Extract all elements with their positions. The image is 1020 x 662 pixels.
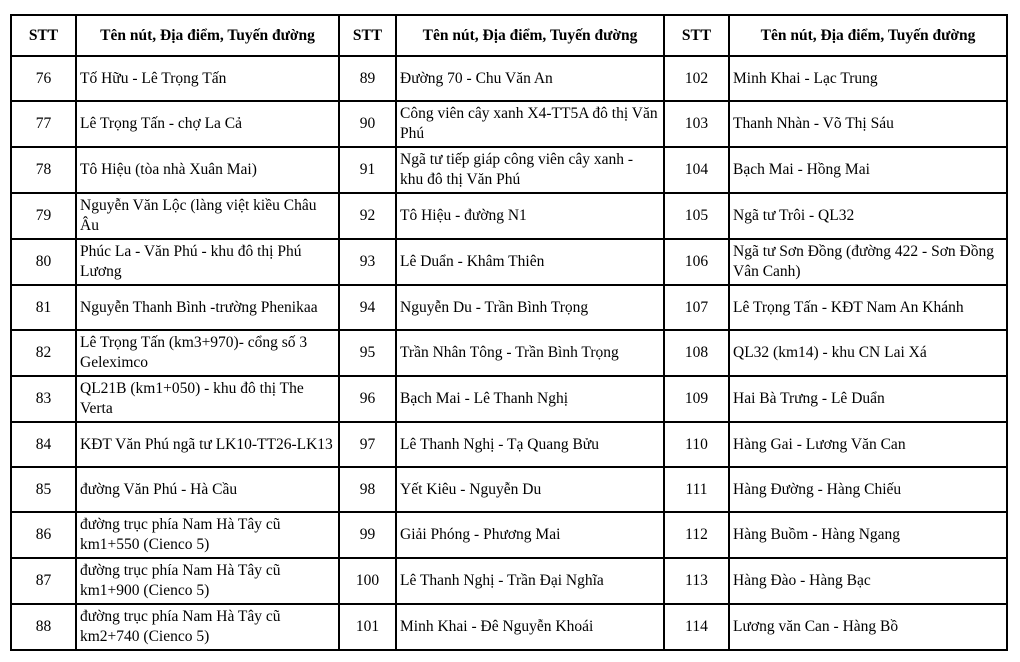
route-cell: Hàng Đường - Hàng Chiếu (729, 467, 1007, 512)
stt-cell: 91 (339, 147, 396, 193)
route-cell: Tô Hiệu (tòa nhà Xuân Mai) (76, 147, 339, 193)
route-cell: đường trục phía Nam Hà Tây cũ km2+740 (Cienco 5) (76, 604, 339, 650)
stt-cell: 88 (11, 604, 76, 650)
route-cell: Tố Hữu - Lê Trọng Tấn (76, 56, 339, 101)
stt-cell: 99 (339, 512, 396, 558)
route-cell: Hàng Gai - Lương Văn Can (729, 422, 1007, 467)
name-column-header: Tên nút, Địa điểm, Tuyến đường (729, 15, 1007, 56)
route-cell: Lê Thanh Nghị - Tạ Quang Bửu (396, 422, 664, 467)
stt-cell: 114 (664, 604, 729, 650)
table-row (11, 193, 1007, 239)
table-row (11, 101, 1007, 147)
route-cell: Hàng Đào - Hàng Bạc (729, 558, 1007, 604)
stt-cell: 87 (11, 558, 76, 604)
route-cell: Lê Duẩn - Khâm Thiên (396, 239, 664, 285)
route-cell: Lê Trọng Tấn - chợ La Cả (76, 101, 339, 147)
stt-cell: 105 (664, 193, 729, 239)
route-cell: Lê Trọng Tấn (km3+970)- cổng số 3 Geleximco (76, 330, 339, 376)
route-cell: Hàng Buồm - Hàng Ngang (729, 512, 1007, 558)
stt-cell: 106 (664, 239, 729, 285)
table-row (11, 422, 1007, 467)
stt-cell: 82 (11, 330, 76, 376)
name-column-header: Tên nút, Địa điểm, Tuyến đường (396, 15, 664, 56)
stt-cell: 108 (664, 330, 729, 376)
stt-cell: 77 (11, 101, 76, 147)
table-row (11, 376, 1007, 422)
stt-cell: 109 (664, 376, 729, 422)
route-cell: Nguyễn Văn Lộc (làng việt kiều Châu Âu (76, 193, 339, 239)
table-header (11, 15, 1007, 56)
stt-column-header: STT (664, 15, 729, 56)
header-row (11, 15, 1007, 56)
stt-cell: 95 (339, 330, 396, 376)
route-cell: Ngã tư tiếp giáp công viên cây xanh - khu đô thị Văn Phú (396, 147, 664, 193)
route-cell: Thanh Nhàn - Võ Thị Sáu (729, 101, 1007, 147)
route-cell: Minh Khai - Lạc Trung (729, 56, 1007, 101)
stt-cell: 110 (664, 422, 729, 467)
stt-cell: 94 (339, 285, 396, 330)
stt-cell: 100 (339, 558, 396, 604)
route-cell: Ngã tư Sơn Đồng (đường 422 - Sơn Đồng Vân Canh) (729, 239, 1007, 285)
route-cell: Lê Thanh Nghị - Trần Đại Nghĩa (396, 558, 664, 604)
route-cell: Minh Khai - Đê Nguyễn Khoái (396, 604, 664, 650)
stt-cell: 86 (11, 512, 76, 558)
stt-cell: 101 (339, 604, 396, 650)
route-cell: Đường 70 - Chu Văn An (396, 56, 664, 101)
stt-cell: 96 (339, 376, 396, 422)
stt-cell: 103 (664, 101, 729, 147)
route-cell: Lương văn Can - Hàng Bồ (729, 604, 1007, 650)
route-cell: Công viên cây xanh X4-TT5A đô thị Văn Phú (396, 101, 664, 147)
stt-cell: 97 (339, 422, 396, 467)
stt-cell: 76 (11, 56, 76, 101)
table-body (11, 56, 1007, 650)
route-cell: Nguyễn Thanh Bình -trường Phenikaa (76, 285, 339, 330)
stt-cell: 102 (664, 56, 729, 101)
stt-cell: 81 (11, 285, 76, 330)
stt-cell: 112 (664, 512, 729, 558)
stt-cell: 107 (664, 285, 729, 330)
stt-cell: 79 (11, 193, 76, 239)
table-row (11, 467, 1007, 512)
stt-cell: 98 (339, 467, 396, 512)
route-cell: Bạch Mai - Lê Thanh Nghị (396, 376, 664, 422)
stt-column-header: STT (339, 15, 396, 56)
route-cell: KĐT Văn Phú ngã tư LK10-TT26-LK13 (76, 422, 339, 467)
stt-cell: 93 (339, 239, 396, 285)
table-row (11, 285, 1007, 330)
stt-cell: 113 (664, 558, 729, 604)
route-cell: Hai Bà Trưng - Lê Duẩn (729, 376, 1007, 422)
table-row (11, 558, 1007, 604)
route-cell: QL21B (km1+050) - khu đô thị The Verta (76, 376, 339, 422)
stt-cell: 111 (664, 467, 729, 512)
stt-cell: 78 (11, 147, 76, 193)
route-cell: Yết Kiêu - Nguyễn Du (396, 467, 664, 512)
stt-cell: 85 (11, 467, 76, 512)
route-cell: Giải Phóng - Phương Mai (396, 512, 664, 558)
traffic-node-table (10, 14, 1008, 651)
route-cell: Trần Nhân Tông - Trần Bình Trọng (396, 330, 664, 376)
table-row (11, 330, 1007, 376)
table-row (11, 239, 1007, 285)
table-row (11, 56, 1007, 101)
stt-cell: 89 (339, 56, 396, 101)
table-row (11, 147, 1007, 193)
table-row (11, 604, 1007, 650)
stt-cell: 104 (664, 147, 729, 193)
route-cell: Lê Trọng Tấn - KĐT Nam An Khánh (729, 285, 1007, 330)
route-cell: đường Văn Phú - Hà Cầu (76, 467, 339, 512)
name-column-header: Tên nút, Địa điểm, Tuyến đường (76, 15, 339, 56)
route-cell: Ngã tư Trôi - QL32 (729, 193, 1007, 239)
stt-cell: 90 (339, 101, 396, 147)
route-cell: Phúc La - Văn Phú - khu đô thị Phú Lương (76, 239, 339, 285)
route-cell: đường trục phía Nam Hà Tây cũ km1+900 (Cienco 5) (76, 558, 339, 604)
route-cell: đường trục phía Nam Hà Tây cũ km1+550 (Cienco 5) (76, 512, 339, 558)
stt-cell: 80 (11, 239, 76, 285)
stt-cell: 84 (11, 422, 76, 467)
stt-column-header: STT (11, 15, 76, 56)
stt-cell: 83 (11, 376, 76, 422)
stt-cell: 92 (339, 193, 396, 239)
table-row (11, 512, 1007, 558)
route-cell: Nguyễn Du - Trần Bình Trọng (396, 285, 664, 330)
route-cell: QL32 (km14) - khu CN Lai Xá (729, 330, 1007, 376)
route-cell: Tô Hiệu - đường N1 (396, 193, 664, 239)
route-cell: Bạch Mai - Hồng Mai (729, 147, 1007, 193)
